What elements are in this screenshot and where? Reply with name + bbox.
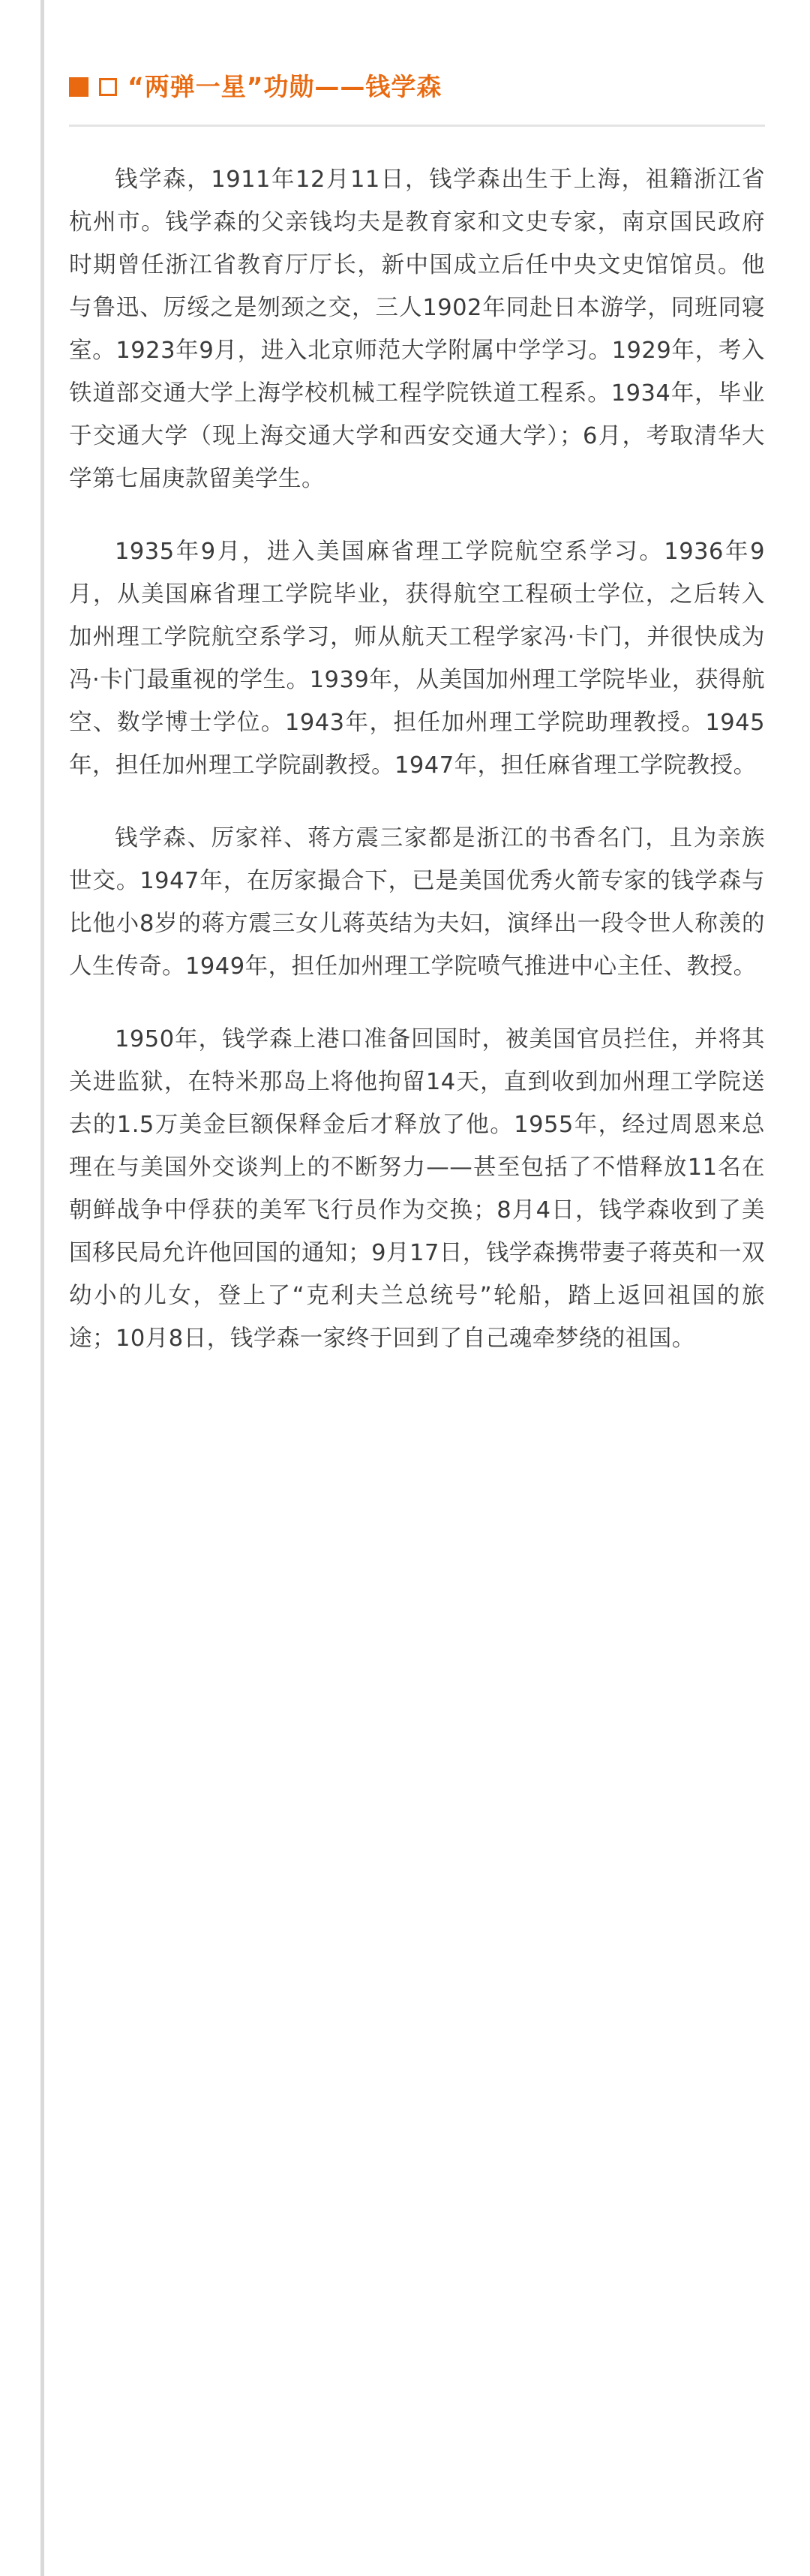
article-paragraph: 钱学森，1911年12月11日，钱学森出生于上海，祖籍浙江省杭州市。钱学森的父亲钱均夫是教育家和文史专家，南京国民政府时期曾任浙江省教育厅厅长，新中国成立后任中央文史馆馆员。他与鲁迅、厉绥之是刎颈之交，三人1902年同赴日本游学，同班同寝室。1923年9月，进入北京师范大学附属中学学习。1929年，考入铁道部交通大学上海学校机械工程学院铁道工程系。1934年，毕业于交通大学（现上海交通大学和西安交通大学）；6月，考取清华大学第七届庚款留美学生。 [69, 166, 765, 492]
article-paragraph: 钱学森、厉家祥、蒋方震三家都是浙江的书香名门，且为亲族世交。1947年，在厉家撮合下，已是美国优秀火箭专家的钱学森与比他小8岁的蒋方震三女儿蒋英结为夫妇，演绎出一段令世人称羡的人生传奇。1949年，担任加州理工学院喷气推进中心主任、教授。 [69, 824, 765, 980]
article-paragraph: 1935年9月，进入美国麻省理工学院航空系学习。1936年9月，从美国麻省理工学院毕业，获得航空工程硕士学位，之后转入加州理工学院航空系学习，师从航天工程学家冯·卡门，并很快成为冯·卡门最重视的学生。1939年，从美国加州理工学院毕业，获得航空、数学博士学位。1943年，担任加州理工学院助理教授。1945年，担任加州理工学院副教授。1947年，担任麻省理工学院教授。 [69, 538, 765, 779]
article-content [69, 0, 765, 1360]
solid-square-icon [69, 77, 88, 97]
hollow-square-icon [99, 78, 117, 96]
article-paragraph: 1950年，钱学森上港口准备回国时，被美国官员拦住，并将其关进监狱，在特米那岛上将他拘留14天，直到收到加州理工学院送去的1.5万美金巨额保释金后才释放了他。1955年，经过周恩来总理在与美国外交谈判上的不断努力——甚至包括了不惜释放11名在朝鲜战争中俘获的美军飞行员作为交换；8月4日，钱学森收到了美国移民局允许他回国的通知；9月17日，钱学森携带妻子蒋英和一双幼小的儿女，登上了“克利夫兰总统号”轮船，踏上返回祖国的旅途；10月8日，钱学森一家终于回到了自己魂牵梦绕的祖国。 [69, 1025, 765, 1352]
page-title: “两弹一星”功勋——钱学森 [128, 72, 442, 101]
title-divider [69, 125, 765, 127]
left-vertical-rule [40, 0, 44, 2576]
article-title-row [69, 72, 765, 102]
